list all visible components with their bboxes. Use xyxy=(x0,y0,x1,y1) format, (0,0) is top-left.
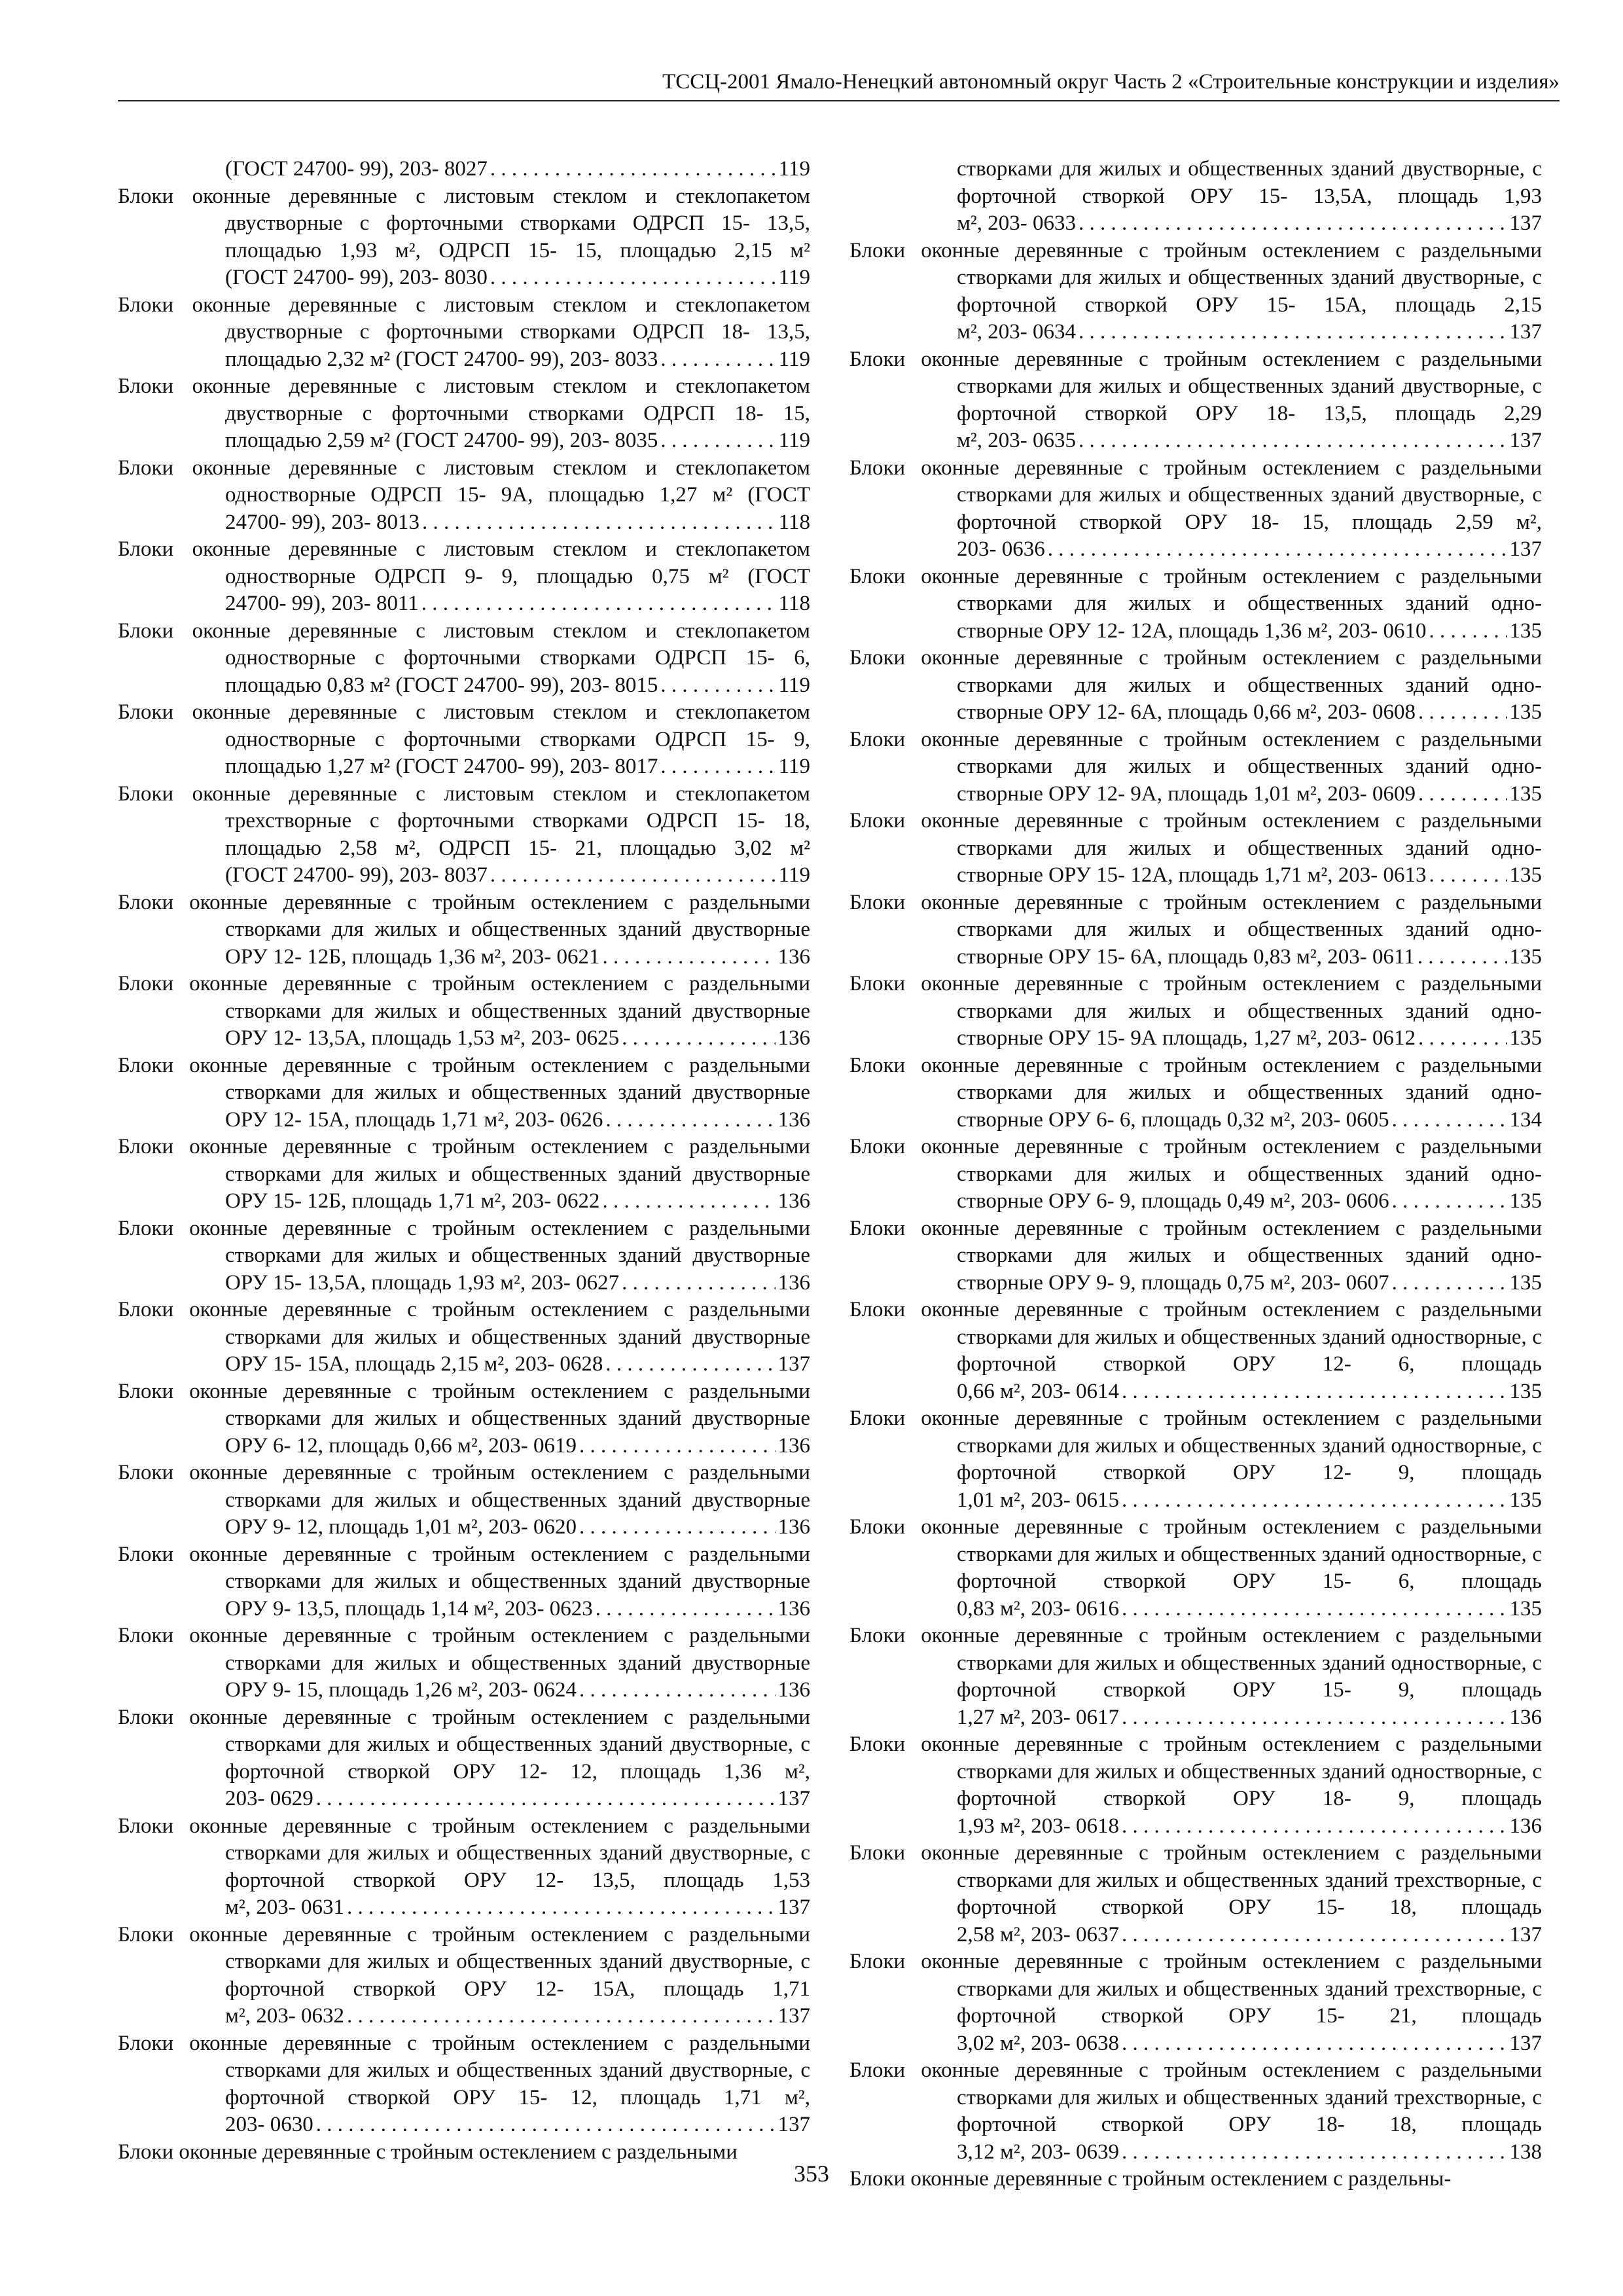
index-entry-page: 137 xyxy=(777,1787,810,1810)
index-entry-text: Блоки оконные деревянные с тройным остеклением с раздельными створками для жилых и общественных зданий двустворные xyxy=(118,1542,810,1593)
dot-leader xyxy=(605,1351,775,1378)
index-entry-leader-line xyxy=(118,346,810,374)
index-entry xyxy=(118,156,810,183)
index-entry-last-line: площадью 0,83 м² (ГОСТ 24700- 99), 203- 8015 xyxy=(225,673,658,697)
index-entry xyxy=(849,346,1542,455)
index-entry-page: 136 xyxy=(777,1596,810,1621)
index-entry-page: 119 xyxy=(778,347,810,371)
index-entry-last-line: м², 203- 0633 xyxy=(957,211,1077,235)
index-entry-leader-line xyxy=(849,2030,1542,2058)
running-header-title: ТССЦ-2001 Ямало-Ненецкий автономный округ Часть 2 «Строительные конструкции и изделия» xyxy=(662,70,1560,94)
dot-leader xyxy=(1429,618,1507,645)
index-entry-leader-line xyxy=(849,1922,1542,1949)
index-entry-leader-line xyxy=(118,2003,810,2030)
index-entry-leader-line xyxy=(118,509,810,537)
running-header xyxy=(118,69,1560,101)
index-entry-last-line: створные ОРУ 12- 9А, площадь 1,01 м², 203- 0609 xyxy=(957,781,1416,806)
dot-leader xyxy=(622,1270,775,1297)
index-entry-page: 135 xyxy=(1509,1488,1542,1512)
index-entry-text: Блоки оконные деревянные с листовым стеклом и стеклопакетом двустворные с форточными створками ОДРСП 18- 15, xyxy=(118,374,810,425)
index-entry xyxy=(118,618,810,700)
index-entry-last-line: ОРУ 12- 15А, площадь 1,71 м², 203- 0626 xyxy=(225,1107,603,1132)
index-entry xyxy=(849,1052,1542,1134)
index-entry-page: 136 xyxy=(1509,1814,1542,1838)
index-entry-text: Блоки оконные деревянные с тройным остеклением с раздельными створками для жилых и общественных зданий двустворные xyxy=(118,1053,810,1104)
index-entry xyxy=(849,645,1542,726)
index-entry-text: Блоки оконные деревянные с листовым стеклом и стеклопакетом одностворные с форточными створками ОДРСП 15- 9, xyxy=(118,700,810,751)
index-entry-text: Блоки оконные деревянные с тройным остеклением с раздельными створками для жилых и общественных зданий одно- xyxy=(849,727,1542,778)
index-entry-text: Блоки оконные деревянные с тройным остеклением с раздельными створками для жилых и общественных зданий одно- xyxy=(849,890,1542,941)
index-entry-page: 136 xyxy=(777,1026,810,1050)
dot-leader xyxy=(602,944,775,971)
index-entry xyxy=(118,536,810,618)
index-entry-last-line: ОРУ 12- 13,5А, площадь 1,53 м², 203- 0625 xyxy=(225,1026,620,1050)
index-entry xyxy=(849,156,1542,238)
index-entry-text: Блоки оконные деревянные с тройным остеклением с раздельными створками для жилых и общественных зданий двустворные xyxy=(118,1624,810,1675)
index-entry-text: Блоки оконные деревянные с тройным остеклением с раздельными створками для жилых и общественных зданий двустворные xyxy=(118,1298,810,1349)
index-entry-page: 136 xyxy=(777,1515,810,1539)
index-entry xyxy=(118,971,810,1052)
index-entry xyxy=(118,1215,810,1297)
index-entry-page: 136 xyxy=(777,1433,810,1458)
index-entry-page: 137 xyxy=(1509,2031,1542,2055)
index-entry xyxy=(118,1704,810,1813)
index-entry-page: 136 xyxy=(777,1189,810,1213)
dot-leader xyxy=(347,1894,775,1922)
index-entry-text: Блоки оконные деревянные с тройным остеклением с раздельными створками для жилых и общественных зданий одно- xyxy=(849,1135,1542,1186)
index-entry-page: 135 xyxy=(1509,1596,1542,1621)
index-entry-page: 138 xyxy=(1509,2140,1542,2164)
index-entry-page: 135 xyxy=(1509,863,1542,887)
dot-leader xyxy=(1079,319,1507,346)
index-entry-last-line: 0,66 м², 203- 0614 xyxy=(957,1379,1120,1403)
dot-leader xyxy=(579,1514,775,1541)
index-entry-last-line: 1,93 м², 203- 0618 xyxy=(957,1814,1120,1838)
index-entry-last-line: 1,27 м², 203- 0617 xyxy=(957,1705,1120,1729)
page-number: 353 xyxy=(794,2161,829,2187)
index-entry-last-line: створные ОРУ 12- 12А, площадь 1,36 м², 203- 0610 xyxy=(957,619,1427,643)
index-entry-leader-line xyxy=(118,1677,810,1704)
index-entry xyxy=(118,781,810,889)
dot-leader xyxy=(316,1785,776,1813)
index-entry xyxy=(849,889,1542,971)
dot-leader xyxy=(1122,1487,1507,1515)
index-entry-page: 134 xyxy=(1509,1107,1542,1132)
index-entry-page: 137 xyxy=(1509,429,1542,452)
index-entry-page: 136 xyxy=(1509,1705,1542,1729)
index-entry-leader-line xyxy=(118,264,810,292)
index-entry-last-line: (ГОСТ 24700- 99), 203- 8027 xyxy=(225,157,488,181)
index-entry xyxy=(849,1215,1542,1297)
index-entry xyxy=(849,726,1542,808)
index-entry xyxy=(118,1378,810,1460)
index-entry-leader-line xyxy=(118,1433,810,1460)
index-entry-last-line: створные ОРУ 12- 6А, площадь 0,66 м², 203- 0608 xyxy=(957,700,1416,724)
index-entry-leader-line xyxy=(849,781,1542,808)
index-entry-last-line: створные ОРУ 6- 6, площадь 0,32 м², 203- 0605 xyxy=(957,1107,1389,1132)
dot-leader xyxy=(1122,1596,1507,1623)
index-entry-leader-line xyxy=(118,1025,810,1052)
index-entry-text: Блоки оконные деревянные с листовым стеклом и стеклопакетом двустворные с форточными створками ОДРСП 18- 13,5, xyxy=(118,293,810,344)
index-entry-leader-line xyxy=(849,699,1542,726)
index-entry-last-line: 3,02 м², 203- 0638 xyxy=(957,2031,1120,2055)
index-entry-page: 137 xyxy=(1509,320,1542,344)
index-entry xyxy=(849,1840,1542,1948)
index-entry-leader-line xyxy=(849,618,1542,645)
index-entry xyxy=(118,1922,810,2030)
dot-leader xyxy=(1392,1270,1507,1297)
dot-leader xyxy=(422,509,776,537)
dot-leader xyxy=(316,2111,776,2139)
index-entry-leader-line xyxy=(849,536,1542,564)
dot-leader xyxy=(602,1188,775,1215)
index-entry-last-line: ОРУ 9- 15, площадь 1,26 м², 203- 0624 xyxy=(225,1678,577,1702)
index-entry-last-line: створные ОРУ 6- 9, площадь 0,49 м², 203- 0606 xyxy=(957,1189,1389,1213)
index-entry-text: Блоки оконные деревянные с тройным остеклением с раздельными створками для жилых и общественных зданий двустворные xyxy=(118,1135,810,1186)
index-entry-text: Блоки оконные деревянные с тройным остеклением с раздельными створками для жилых и общественных зданий двустворные, с форточной створкой ОРУ 12- 13,5, площадь 1,53 xyxy=(118,1814,810,1892)
index-entry-last-line: 3,12 м², 203- 0639 xyxy=(957,2140,1120,2164)
index-entry-text: Блоки оконные деревянные с тройным остеклением с раздельными створками для жилых и общественных зданий двустворные xyxy=(118,1379,810,1430)
index-entry-last-line: (ГОСТ 24700- 99), 203- 8037 xyxy=(225,863,488,887)
index-entry-text: Блоки оконные деревянные с тройным остеклением с раздельными xyxy=(118,2140,738,2164)
index-entry-leader-line xyxy=(118,1351,810,1378)
dot-leader xyxy=(596,1596,776,1623)
dot-leader xyxy=(1079,427,1507,455)
index-entry-page: 119 xyxy=(778,429,810,452)
index-entry-page: 119 xyxy=(778,157,810,181)
index-entry-text: Блоки оконные деревянные с листовым стеклом и стеклопакетом одностворные ОДРСП 15- 9А, площадью 1,27 м² (ГОСТ xyxy=(118,456,810,507)
index-entry-page: 137 xyxy=(777,1895,810,1919)
index-entry-text: Блоки оконные деревянные с тройным остеклением с раздельными створками для жилых и общественных зданий двустворные, с форточной створкой ОРУ 12- 12, площадь 1,36 м², xyxy=(118,1705,810,1784)
index-entry-leader-line xyxy=(849,1487,1542,1515)
index-entry-last-line: (ГОСТ 24700- 99), 203- 8030 xyxy=(225,266,488,289)
index-entry xyxy=(849,1948,1542,2057)
index-entry-text: Блоки оконные деревянные с тройным остеклением с раздельными створками для жилых и общественных зданий трехстворные, с форточной створкой ОРУ 15- 21, площадь xyxy=(849,1950,1542,2028)
dot-leader xyxy=(605,1107,775,1134)
index-entry-last-line: 24700- 99), 203- 8013 xyxy=(225,510,419,534)
index-entry xyxy=(849,1405,1542,1514)
index-entry-text: Блоки оконные деревянные с тройным остеклением с раздельными створками для жилых и общественных зданий двустворные xyxy=(118,1216,810,1267)
index-entry-leader-line xyxy=(118,672,810,700)
index-entry xyxy=(118,1460,810,1541)
index-entry-leader-line xyxy=(118,1107,810,1134)
index-entry-text: Блоки оконные деревянные с тройным остеклением с раздельными створками для жилых и общественных зданий двустворные, с форточной створкой ОРУ 15- 12, площадь 1,71 м², xyxy=(118,2031,810,2109)
index-entry-last-line: ОРУ 9- 12, площадь 1,01 м², 203- 0620 xyxy=(225,1515,577,1539)
index-entry-text: Блоки оконные деревянные с листовым стеклом и стеклопакетом двустворные с форточными створками ОДРСП 15- 13,5, площадью 1,93 м², ОДРСП 15- 15, площадью 2,15 м² xyxy=(118,184,810,262)
index-entry-text: Блоки оконные деревянные с листовым стеклом и стеклопакетом трехстворные с форточными створками ОДРСП 15- 18, площадью 2,58 м², ОДРСП 15- 21, площадью 3,02 м² xyxy=(118,781,810,860)
dot-leader xyxy=(660,346,776,374)
dot-leader xyxy=(660,753,776,781)
index-entry-page: 137 xyxy=(1509,211,1542,235)
index-entry-leader-line xyxy=(849,1596,1542,1623)
dot-leader xyxy=(1122,1922,1507,1949)
index-entry-last-line: площадью 1,27 м² (ГОСТ 24700- 99), 203- 8017 xyxy=(225,755,658,778)
index-entry-leader-line xyxy=(849,1270,1542,1297)
index-entry-leader-line xyxy=(118,1270,810,1297)
index-entry-text: Блоки оконные деревянные с тройным остеклением с раздельными створками для жилых и общественных зданий двустворные xyxy=(118,1461,810,1512)
index-entry xyxy=(849,455,1542,564)
index-entry-leader-line xyxy=(118,1785,810,1813)
index-entry-leader-line xyxy=(118,753,810,781)
index-entry-page: 136 xyxy=(777,1678,810,1702)
index-entry-page: 135 xyxy=(1509,1026,1542,1050)
index-entry-leader-line xyxy=(849,1378,1542,1406)
index-entry-last-line: ОРУ 9- 13,5, площадь 1,14 м², 203- 0623 xyxy=(225,1596,593,1621)
index-entry xyxy=(118,2030,810,2139)
index-entry-last-line: створные ОРУ 15- 12А, площадь 1,71 м², 203- 0613 xyxy=(957,863,1427,887)
index-entry-page: 135 xyxy=(1509,944,1542,969)
index-entry xyxy=(118,1813,810,1922)
index-entry xyxy=(849,1297,1542,1405)
index-entry-page: 137 xyxy=(777,1352,810,1376)
index-entry xyxy=(849,971,1542,1052)
dot-leader xyxy=(421,590,776,618)
index-entry xyxy=(849,564,1542,645)
index-entry-page: 135 xyxy=(1509,1379,1542,1403)
index-entry xyxy=(118,373,810,455)
dot-leader xyxy=(1418,944,1507,971)
index-entry-page: 137 xyxy=(1509,537,1542,561)
index-entry-text: Блоки оконные деревянные с тройным остеклением с раздельными створками для жилых и общественных зданий одностворные, с форточной створкой ОРУ 12- 9, площадь xyxy=(849,1407,1542,1484)
dot-leader xyxy=(579,1677,775,1704)
index-entry-text: Блоки оконные деревянные с тройным остеклением с раздельными створками для жилых и общественных зданий одно- xyxy=(849,1216,1542,1267)
index-entry xyxy=(849,1623,1542,1731)
index-entry-leader-line xyxy=(849,319,1542,346)
index-entry-page: 135 xyxy=(1509,1189,1542,1213)
index-entry-leader-line xyxy=(849,1813,1542,1840)
index-entry-page: 137 xyxy=(777,2113,810,2136)
index-entry xyxy=(118,1134,810,1215)
index-entry-page: 135 xyxy=(1509,619,1542,643)
index-entry-text: Блоки оконные деревянные с тройным остеклением с раздельными створками для жилых и общественных зданий одностворные, с форточной створкой ОРУ 15- 9, площадь xyxy=(849,1624,1542,1702)
index-entry-last-line: площадью 2,59 м² (ГОСТ 24700- 99), 203- 8035 xyxy=(225,429,658,452)
index-entry-leader-line xyxy=(849,427,1542,455)
index-entry-last-line: м², 203- 0634 xyxy=(957,320,1077,344)
index-entry-text: створками для жилых и общественных зданий двустворные, с форточной створкой ОРУ 15- 13,5А, площадь 1,93 xyxy=(957,157,1542,208)
index-entry-leader-line xyxy=(849,1025,1542,1052)
index-entry-page: 137 xyxy=(777,2004,810,2028)
dot-leader xyxy=(1122,1813,1507,1840)
index-entry-text: Блоки оконные деревянные с тройным остеклением с раздельными створками для жилых и общественных зданий одно- xyxy=(849,972,1542,1023)
dot-leader xyxy=(1122,1378,1507,1406)
index-entry-last-line: 2,58 м², 203- 0637 xyxy=(957,1922,1120,1946)
index-entry xyxy=(118,889,810,971)
index-entry-last-line: ОРУ 12- 12Б, площадь 1,36 м², 203- 0621 xyxy=(225,944,600,969)
index-entry xyxy=(118,183,810,292)
index-entry-text: Блоки оконные деревянные с тройным остеклением с раздельными створками для жилых и общественных зданий одно- xyxy=(849,564,1542,615)
index-entry-text: Блоки оконные деревянные с тройным остеклением с раздельными створками для жилых и общественных зданий одно- xyxy=(849,646,1542,697)
index-entry-leader-line xyxy=(849,944,1542,971)
dot-leader xyxy=(1418,781,1507,808)
index-entry-page: 136 xyxy=(777,1107,810,1132)
dot-leader xyxy=(490,862,776,889)
index-entry-leader-line xyxy=(118,427,810,455)
index-entry-text: Блоки оконные деревянные с тройным остеклением с раздельными створками для жилых и общественных зданий одностворные, с форточной створкой ОРУ 15- 6, площадь xyxy=(849,1515,1542,1593)
index-entry xyxy=(118,1541,810,1623)
index-entry-leader-line xyxy=(849,1704,1542,1732)
index-entry-page: 135 xyxy=(1509,781,1542,806)
dot-leader xyxy=(1392,1188,1507,1215)
index-entry-leader-line xyxy=(849,210,1542,238)
index-entry-text: Блоки оконные деревянные с тройным остеклением с раздельными створками для жилых и общественных зданий двустворные, с форточной створкой ОРУ 12- 15А, площадь 1,71 xyxy=(118,1922,810,2001)
index-entry-leader-line xyxy=(118,1596,810,1623)
index-entry-text: Блоки оконные деревянные с листовым стеклом и стеклопакетом одностворные ОДРСП 9- 9, площадью 0,75 м² (ГОСТ xyxy=(118,537,810,588)
index-entry-leader-line xyxy=(118,156,810,183)
dot-leader xyxy=(1418,1025,1507,1052)
index-entry xyxy=(118,1297,810,1378)
index-entry-last-line: 203- 0636 xyxy=(957,537,1045,561)
index-entry-page: 137 xyxy=(1509,1922,1542,1946)
index-entry xyxy=(849,1514,1542,1623)
dot-leader xyxy=(1429,862,1507,889)
index-entry-leader-line xyxy=(118,862,810,889)
index-entry-leader-line xyxy=(118,2111,810,2139)
index-entry-last-line: ОРУ 15- 15А, площадь 2,15 м², 203- 0628 xyxy=(225,1352,603,1376)
index-entry-last-line: 24700- 99), 203- 8011 xyxy=(225,592,419,615)
index-entry-text: Блоки оконные деревянные с тройным остеклением с раздельными створками для жилых и общественных зданий двустворные, с форточной створкой ОРУ 15- 15А, площадь 2,15 xyxy=(849,238,1542,317)
index-entry xyxy=(118,292,810,374)
index-entry xyxy=(849,808,1542,889)
index-entry-leader-line xyxy=(849,862,1542,889)
index-entry-last-line: площадью 2,32 м² (ГОСТ 24700- 99), 203- 8033 xyxy=(225,347,658,371)
index-entry xyxy=(118,1052,810,1134)
index-entry-last-line: 203- 0630 xyxy=(225,2113,313,2136)
index-entry-page: 136 xyxy=(777,944,810,969)
index-entry-last-line: ОРУ 15- 13,5А, площадь 1,93 м², 203- 0627 xyxy=(225,1270,620,1295)
index-entry xyxy=(118,1623,810,1704)
index-entry-leader-line xyxy=(118,590,810,618)
index-entry xyxy=(849,2057,1542,2166)
index-entry-text: Блоки оконные деревянные с тройным остеклением с раздельными створками для жилых и общественных зданий трехстворные, с форточной створкой ОРУ 15- 18, площадь xyxy=(849,1841,1542,1919)
index-entry-text: Блоки оконные деревянные с тройным остеклением с раздельными створками для жилых и общественных зданий трехстворные, с форточной створкой ОРУ 18- 18, площадь xyxy=(849,2058,1542,2136)
index-entry-last-line: ОРУ 6- 12, площадь 0,66 м², 203- 0619 xyxy=(225,1433,577,1458)
index-entry-text: Блоки оконные деревянные с тройным остеклением с раздельными створками для жилых и общественных зданий одно- xyxy=(849,1053,1542,1104)
index-entry xyxy=(118,455,810,537)
index-entry-page: 136 xyxy=(777,1270,810,1295)
dot-leader xyxy=(1079,210,1507,238)
index-entry-last-line: створные ОРУ 9- 9, площадь 0,75 м², 203- 0607 xyxy=(957,1270,1389,1295)
dot-leader xyxy=(347,2003,775,2030)
index-entry-text: Блоки оконные деревянные с тройным остеклением с раздельными створками для жилых и общественных зданий двустворные xyxy=(118,972,810,1023)
index-entry-last-line: ОРУ 15- 12Б, площадь 1,71 м², 203- 0622 xyxy=(225,1189,600,1213)
dot-leader xyxy=(1122,1704,1507,1732)
index-entry-text: Блоки оконные деревянные с тройным остеклением с раздельными створками для жилых и общественных зданий двустворные, с форточной створкой ОРУ 18- 15, площадь 2,59 м², xyxy=(849,456,1542,534)
index-entry xyxy=(849,238,1542,346)
index-entry-text: Блоки оконные деревянные с тройным остеклением с раздельными створками для жилых и общественных зданий одностворные, с форточной створкой ОРУ 12- 6, площадь xyxy=(849,1298,1542,1376)
index-entry-last-line: м², 203- 0635 xyxy=(957,429,1077,452)
index-entry xyxy=(849,1134,1542,1215)
dot-leader xyxy=(579,1433,775,1460)
index-entry-last-line: створные ОРУ 15- 9А площадь, 1,27 м², 203- 0612 xyxy=(957,1026,1416,1050)
index-entry-leader-line xyxy=(118,1188,810,1215)
index-entry-leader-line xyxy=(849,1107,1542,1134)
dot-leader xyxy=(1048,536,1507,564)
index-entry-leader-line xyxy=(849,1188,1542,1215)
index-entry-page: 119 xyxy=(778,755,810,778)
index-entry-text: Блоки оконные деревянные с тройным остеклением с раздельными створками для жилых и общественных зданий двустворные xyxy=(118,890,810,941)
dot-leader xyxy=(1122,2030,1507,2058)
index-entry xyxy=(849,1731,1542,1840)
dot-leader xyxy=(490,156,776,183)
index-entry-last-line: 203- 0629 xyxy=(225,1787,313,1810)
index-entry-leader-line xyxy=(118,1894,810,1922)
index-entry-page: 135 xyxy=(1509,1270,1542,1295)
index-entry-leader-line xyxy=(118,944,810,971)
index-entry-text: Блоки оконные деревянные с тройным остеклением с раздельными створками для жилых и общественных зданий двустворные, с форточной створкой ОРУ 18- 13,5, площадь 2,29 xyxy=(849,347,1542,425)
dot-leader xyxy=(660,427,776,455)
dot-leader xyxy=(1392,1107,1507,1134)
index-column-right xyxy=(849,156,1542,2193)
index-entry-text: Блоки оконные деревянные с тройным остеклением с раздельными створками для жилых и общественных зданий одностворные, с форточной створкой ОРУ 18- 9, площадь xyxy=(849,1732,1542,1810)
index-entry-last-line: м², 203- 0631 xyxy=(225,1895,345,1919)
index-entry-last-line: м², 203- 0632 xyxy=(225,2004,345,2028)
index-entry-text: Блоки оконные деревянные с листовым стеклом и стеклопакетом одностворные с форточными створками ОДРСП 15- 6, xyxy=(118,619,810,670)
index-entry-page: 119 xyxy=(778,266,810,289)
index-column-left xyxy=(118,156,810,2166)
index-entry-last-line: створные ОРУ 15- 6А, площадь 0,83 м², 203- 0611 xyxy=(957,944,1415,969)
index-entry-text: Блоки оконные деревянные с тройным остеклением с раздельными створками для жилых и общественных зданий одно- xyxy=(849,809,1542,860)
index-entry-page: 135 xyxy=(1509,700,1542,724)
index-entry-page: 119 xyxy=(778,673,810,697)
index-entry-page: 119 xyxy=(778,863,810,887)
dot-leader xyxy=(490,264,776,292)
index-entry xyxy=(118,699,810,781)
dot-leader xyxy=(1418,699,1507,726)
index-entry-last-line: 1,01 м², 203- 0615 xyxy=(957,1488,1120,1512)
dot-leader xyxy=(660,672,776,700)
index-entry-leader-line xyxy=(118,1514,810,1541)
index-entry-page: 118 xyxy=(778,592,810,615)
index-entry-text: Блоки оконные деревянные с тройным остеклением с раздельны- xyxy=(849,2167,1452,2191)
index-entry-page: 118 xyxy=(778,510,810,534)
dot-leader xyxy=(622,1025,775,1052)
index-entry-last-line: 0,83 м², 203- 0616 xyxy=(957,1596,1120,1621)
